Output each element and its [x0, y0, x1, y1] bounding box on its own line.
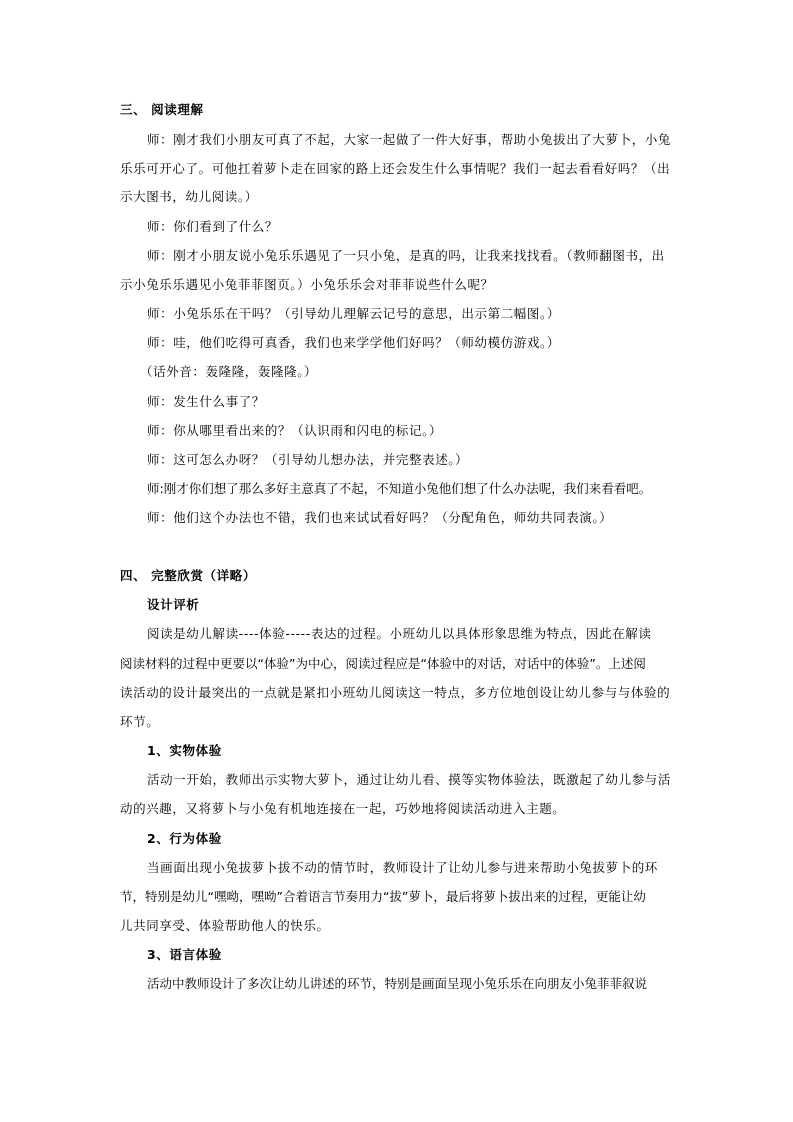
- section-3-heading: 三、 阅读理解: [120, 102, 204, 117]
- paragraph-line: 师：你从哪里看出来的？（认识雨和闪电的标记。）: [147, 423, 443, 438]
- paragraph-line: 环节。: [120, 714, 160, 729]
- paragraph-line: 师：刚才小朋友说小兔乐乐遇见了一只小兔，是真的吗，让我来找找看。（教师翻图书，出: [147, 248, 665, 263]
- paragraph-line: 师：刚才我们小朋友可真了不起，大家一起做了一件大好事，帮助小兔拔出了大萝卜，小兔: [147, 132, 672, 147]
- paragraph-line: 活动一开始，教师出示实物大萝卜，通过让幼儿看、摸等实物体验法，既激起了幼儿参与活: [147, 772, 672, 787]
- paragraph-line: 动的兴趣，又将萝卜与小兔有机地连接在一起，巧妙地将阅读活动进入主题。: [120, 801, 566, 816]
- design-analysis-subheading: 设计评析: [147, 597, 200, 612]
- paragraph-line: 乐乐可开心了。可他扛着萝卜走在回家的路上还会发生什么事情呢？我们一起去看看好吗？（出: [120, 161, 671, 176]
- paragraph-line: 活动中教师设计了多次让幼儿讲述的环节，特别是画面呈现小兔乐乐在向朋友小兔菲菲叙说: [147, 976, 648, 991]
- paragraph-line: 阅读材料的过程中更要以“体验”为中心，阅读过程应是“体验中的对话，对话中的体验”。上述阅: [120, 656, 646, 671]
- section-4-heading: 四、 完整欣赏（详略）: [120, 568, 256, 583]
- paragraph-line: 师：你们看到了什么？: [147, 219, 279, 234]
- paragraph-line: 阅读是幼儿解读----体验-----表达的过程。小班幼儿以具体形象思维为特点，因此在解读: [147, 626, 652, 641]
- paragraph-line: （话外音：轰隆隆，轰隆隆。）: [140, 364, 318, 379]
- paragraph-line: 当画面出现小兔拔萝卜拔不动的情节时，教师设计了让幼儿参与进来帮助小兔拔萝卜的环: [147, 860, 658, 875]
- paragraph-line: 示小兔乐乐遇见小兔菲菲图页。）小兔乐乐会对菲菲说些什么呢？: [120, 277, 494, 292]
- paragraph-line: 示大图书，幼儿阅读。）: [120, 189, 258, 204]
- paragraph-line: 师：发生什么事了？: [147, 394, 265, 409]
- paragraph-line: 师：小兔乐乐在干吗？（引导幼儿理解云记号的意思，出示第二幅图。）: [147, 306, 560, 321]
- paragraph-line: 师：他们这个办法也不错，我们也来试试看好吗？（分配角色，师幼共同表演。）: [147, 510, 613, 525]
- paragraph-line: 节，特别是幼儿“嘿呦，嘿呦”合着语言节奏用力“拔”萝卜，最后将萝卜拔出来的过程，更能让幼: [120, 889, 646, 904]
- paragraph-line: 师:刚才你们想了那么多好主意真了不起，不知道小兔他们想了什么办法呢，我们来看看吧。: [147, 481, 652, 496]
- item-2-title: 2、行为体验: [147, 831, 222, 846]
- paragraph-line: 儿共同享受、体验帮助他人的快乐。: [120, 918, 330, 933]
- paragraph-line: 师：这可怎么办呀？（引导幼儿想办法，并完整表述。）: [147, 452, 469, 467]
- item-1-title: 1、实物体验: [147, 743, 222, 758]
- item-3-title: 3、语言体验: [147, 947, 222, 962]
- paragraph-line: 师：哇，他们吃得可真香，我们也来学学他们好吗？（师幼模仿游戏。）: [147, 335, 560, 350]
- paragraph-line: 读活动的设计最突出的一点就是紧扣小班幼儿阅读这一特点，多方位地创设让幼儿参与与体验的: [120, 685, 671, 700]
